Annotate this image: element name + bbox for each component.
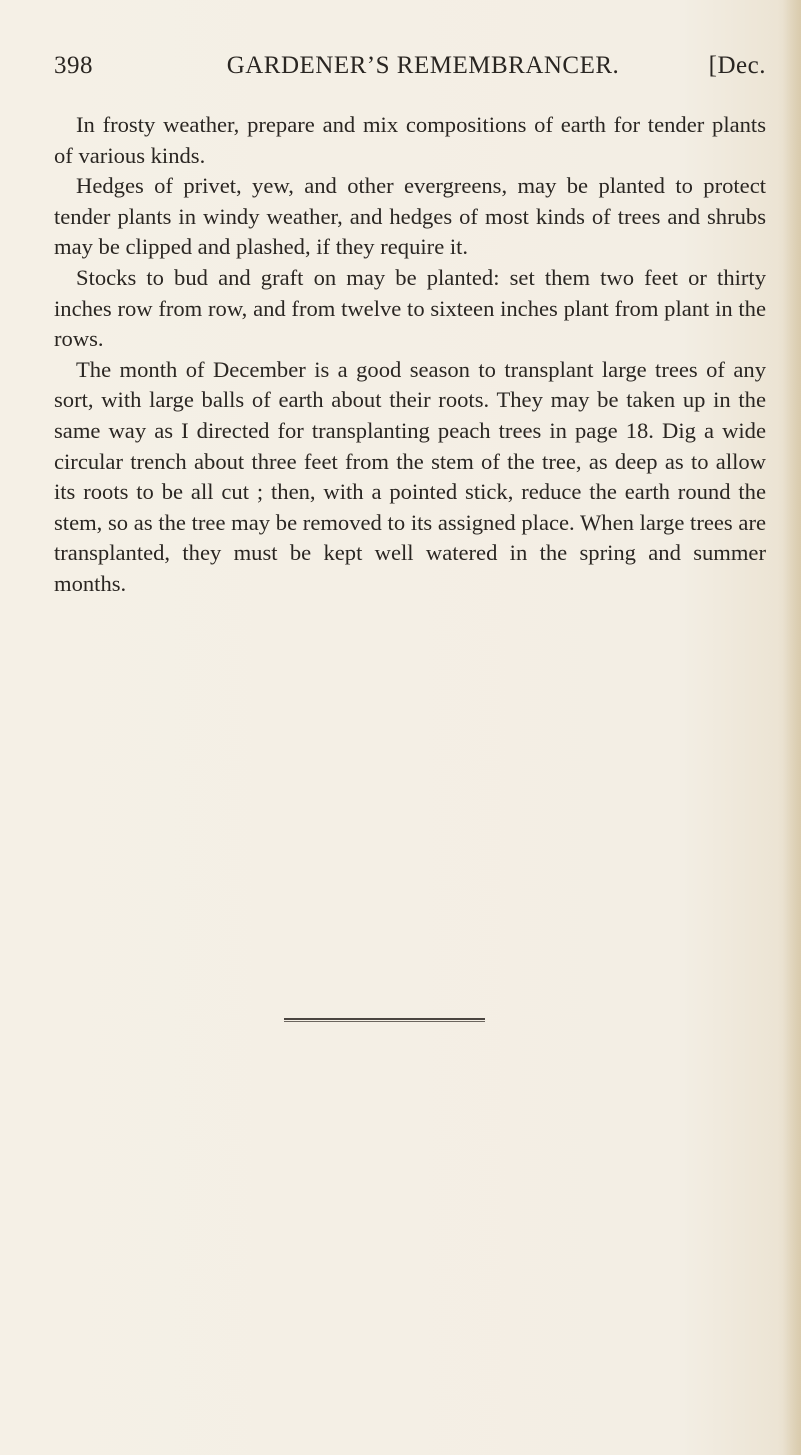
paragraph-transplant-trees: The month of December is a good season to transplant large trees of any sort, with large balls of earth about their roots. They may be taken up in the same way as I directed for transplanting peach trees in page 18. Dig a wide circular trench about three feet from the stem of the tree, as deep as to allow its roots to be all cut ; then, with a pointed stick, reduce the earth round the stem, so as the tree may be removed to its assigned place. When large trees are transplanted, they must be kept well watered in the spring and summer months. [54, 356, 766, 596]
running-month: [Dec. [708, 52, 766, 79]
rule-line-thin [284, 1021, 485, 1022]
paragraph-compositions: In frosty weather, prepare and mix compositions of earth for tender plants of various kinds. [54, 112, 766, 168]
paragraph-stocks: Stocks to bud and graft on may be planted: set them two feet or thirty inches row from row, and from twelve to sixteen inches plant from plant in the rows. [54, 264, 766, 352]
paragraph-hedges: Hedges of privet, yew, and other evergreens, may be planted to protect tender plants in windy weather, and hedges of most kinds of trees and shrubs may be clipped and plashed, if they require it. [54, 173, 766, 260]
page-number: 398 [54, 52, 93, 79]
section-end-rule [284, 1018, 485, 1023]
rule-line-thick [284, 1018, 485, 1020]
running-title: GARDENER’S REMEMBRANCER. [226, 52, 620, 79]
page-edge-shadow [783, 0, 801, 1455]
body-text [54, 110, 766, 600]
running-head [54, 52, 766, 88]
